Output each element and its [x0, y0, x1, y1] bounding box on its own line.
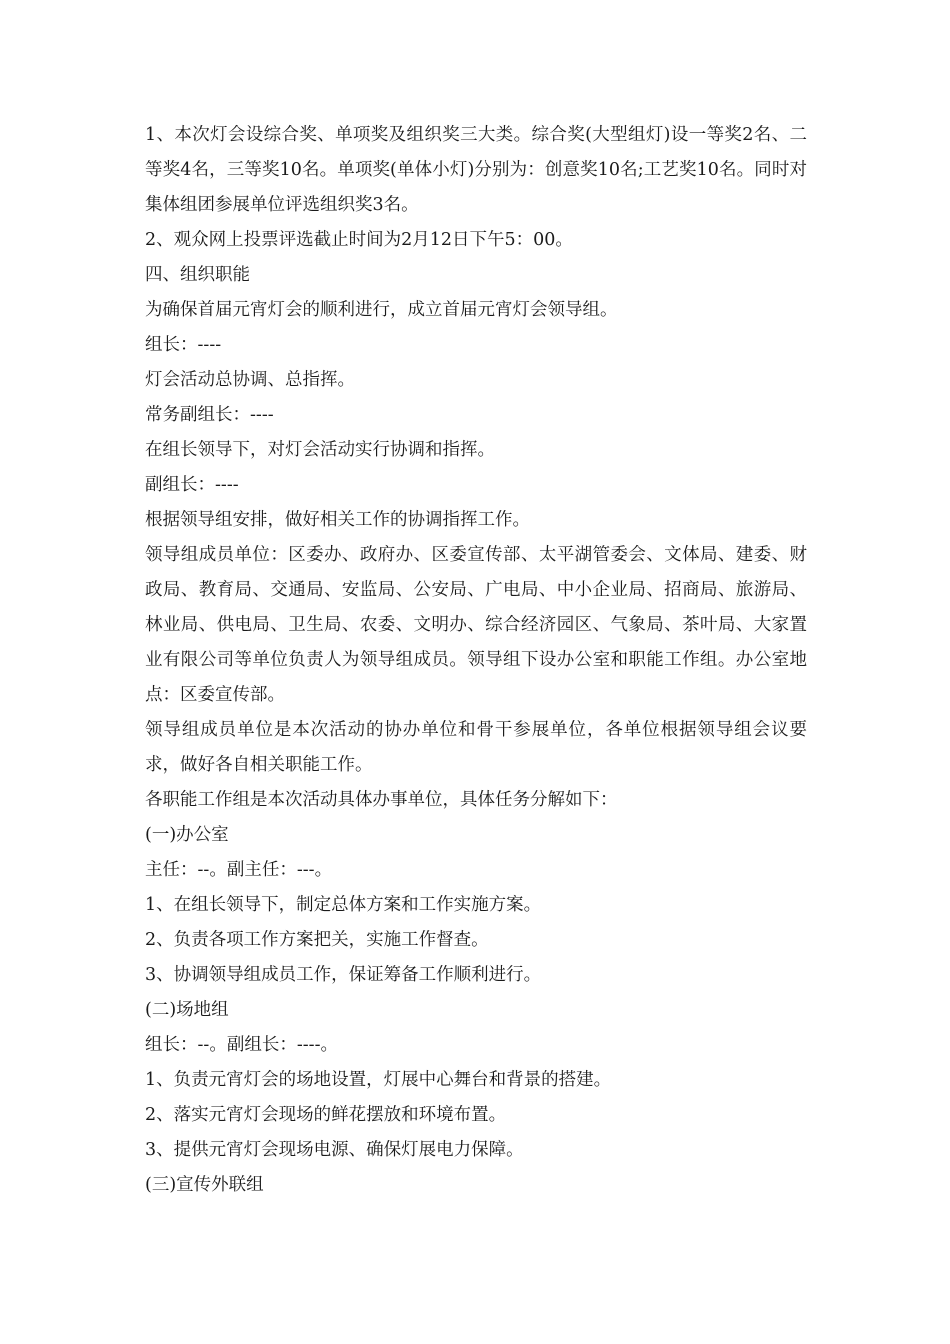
member-units-role-paragraph: 领导组成员单位是本次活动的协办单位和骨干参展单位，各单位根据领导组会议要求，做好各自相关职能工作。	[145, 720, 807, 775]
office-task-3: 3、协调领导组成员工作，保证筹备工作顺利进行。	[145, 965, 542, 985]
deputy-leader-duty: 根据领导组安排，做好相关工作的协调指挥工作。	[145, 510, 530, 530]
award-categories-paragraph: 1、本次灯会设综合奖、单项奖及组织奖三大类。综合奖(大型组灯)设一等奖2名、二等奖4名，三等奖10名。单项奖(单体小灯)分别为：创意奖10名;工艺奖10名。同时对集体组团参展单位评选组织奖3名。	[145, 125, 807, 215]
venue-leaders-line: 组长：--。副组长：----。	[145, 1035, 338, 1055]
leadership-group-paragraph: 为确保首届元宵灯会的顺利进行，成立首届元宵灯会领导组。	[145, 300, 618, 320]
group-leader-line: 组长：----	[145, 335, 222, 355]
office-task-1: 1、在组长领导下，制定总体方案和工作实施方案。	[145, 895, 542, 915]
voting-deadline-paragraph: 2、观众网上投票评选截止时间为2月12日下午5：00。	[145, 230, 573, 250]
working-groups-intro: 各职能工作组是本次活动具体办事单位，具体任务分解如下：	[145, 790, 618, 810]
office-task-2: 2、负责各项工作方案把关，实施工作督查。	[145, 930, 489, 950]
venue-task-1: 1、负责元宵灯会的场地设置，灯展中心舞台和背景的搭建。	[145, 1070, 612, 1090]
venue-task-2: 2、落实元宵灯会现场的鲜花摆放和环境布置。	[145, 1105, 507, 1125]
deputy-leader-line: 副组长：----	[145, 475, 239, 495]
subsection-publicity-heading: (三)宣传外联组	[145, 1175, 264, 1195]
group-leader-duty: 灯会活动总协调、总指挥。	[145, 370, 355, 390]
office-directors-line: 主任：--。副主任：---。	[145, 860, 333, 880]
executive-deputy-leader-duty: 在组长领导下，对灯会活动实行协调和指挥。	[145, 440, 495, 460]
subsection-venue-heading: (二)场地组	[145, 1000, 229, 1020]
document-body	[145, 118, 807, 1203]
executive-deputy-leader-line: 常务副组长：----	[145, 405, 274, 425]
subsection-office-heading: (一)办公室	[145, 825, 229, 845]
member-units-paragraph: 领导组成员单位：区委办、政府办、区委宣传部、太平湖管委会、文体局、建委、财政局、教育局、交通局、安监局、公安局、广电局、中小企业局、招商局、旅游局、林业局、供电局、卫生局、农委、文明办、综合经济园区、气象局、茶叶局、大家置业有限公司等单位负责人为领导组成员。领导组下设办公室和职能工作组。办公室地点：区委宣传部。	[145, 545, 807, 705]
section-heading-organization: 四、组织职能	[145, 265, 250, 285]
venue-task-3: 3、提供元宵灯会现场电源、确保灯展电力保障。	[145, 1140, 524, 1160]
